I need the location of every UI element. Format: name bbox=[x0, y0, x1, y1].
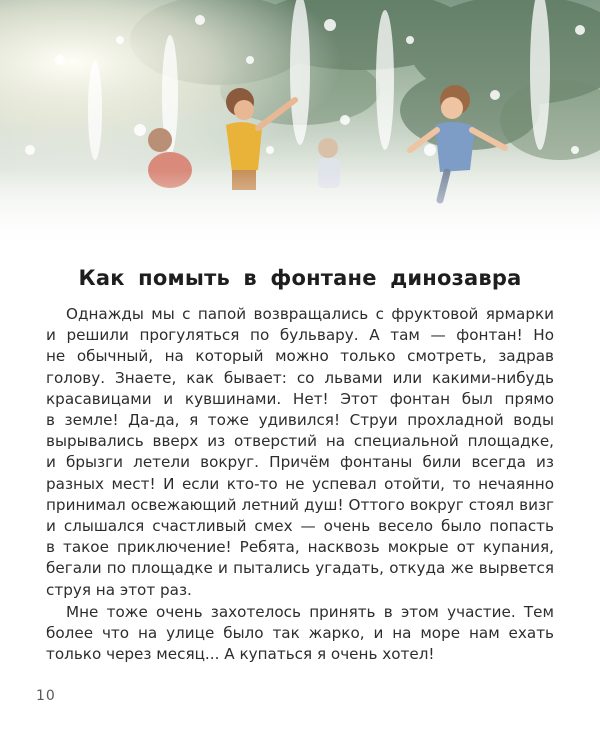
story-body bbox=[46, 304, 554, 665]
text-line: только через месяц... А купаться я очень хотел! bbox=[46, 645, 435, 664]
text-line: вырывались вверх из отверстий на специальной площадке, bbox=[46, 432, 554, 451]
text-line: Мне тоже очень захотелось принять в этом участие. Тем bbox=[66, 602, 554, 621]
text-line: Однажды мы с папой возвращались с фруктовой ярмарки bbox=[66, 305, 554, 323]
text-line: более что на улице было так жарко, и на море нам ехать bbox=[46, 624, 554, 643]
text-line: разных мест! И если кто-то не успевал отойти, то нечаянно bbox=[46, 474, 554, 493]
text-line: в такое приключение! Ребята, насквозь мокрые от купания, bbox=[46, 538, 554, 557]
text-line: и брызги летели вокруг. Причём фонтаны били всегда из bbox=[46, 453, 554, 472]
text-line: красавицами и кувшинами. Нет! Этот фонтан был прямо bbox=[46, 389, 554, 408]
page-number: 10 bbox=[36, 688, 56, 704]
text-line: принимал освежающий летний душ! Оттого вокруг стоял визг bbox=[46, 495, 554, 514]
text-line: не обычный, на который можно только смотреть, задрав bbox=[46, 347, 554, 366]
text-line: бегали по площадке и пытались угадать, откуда же вырвется bbox=[46, 559, 554, 578]
children-playing-in-fountain-illustration bbox=[0, 0, 600, 250]
text-line: и слышался счастливый смех — очень весело было попасть bbox=[46, 517, 554, 536]
paragraph-2 bbox=[46, 602, 554, 666]
text-line: голову. Знаете, как бывает: со львами или какими-нибудь bbox=[46, 368, 554, 387]
story-title: Как помыть в фонтане динозавра bbox=[78, 266, 522, 290]
text-line: и решили прогуляться по бульвару. А там — фонтан! Но bbox=[46, 326, 554, 345]
text-line: в земле! Да-да, я тоже удивился! Струи прохладной воды bbox=[46, 411, 554, 430]
text-line: струя на этот раз. bbox=[46, 580, 192, 599]
paragraph-1 bbox=[46, 304, 554, 601]
